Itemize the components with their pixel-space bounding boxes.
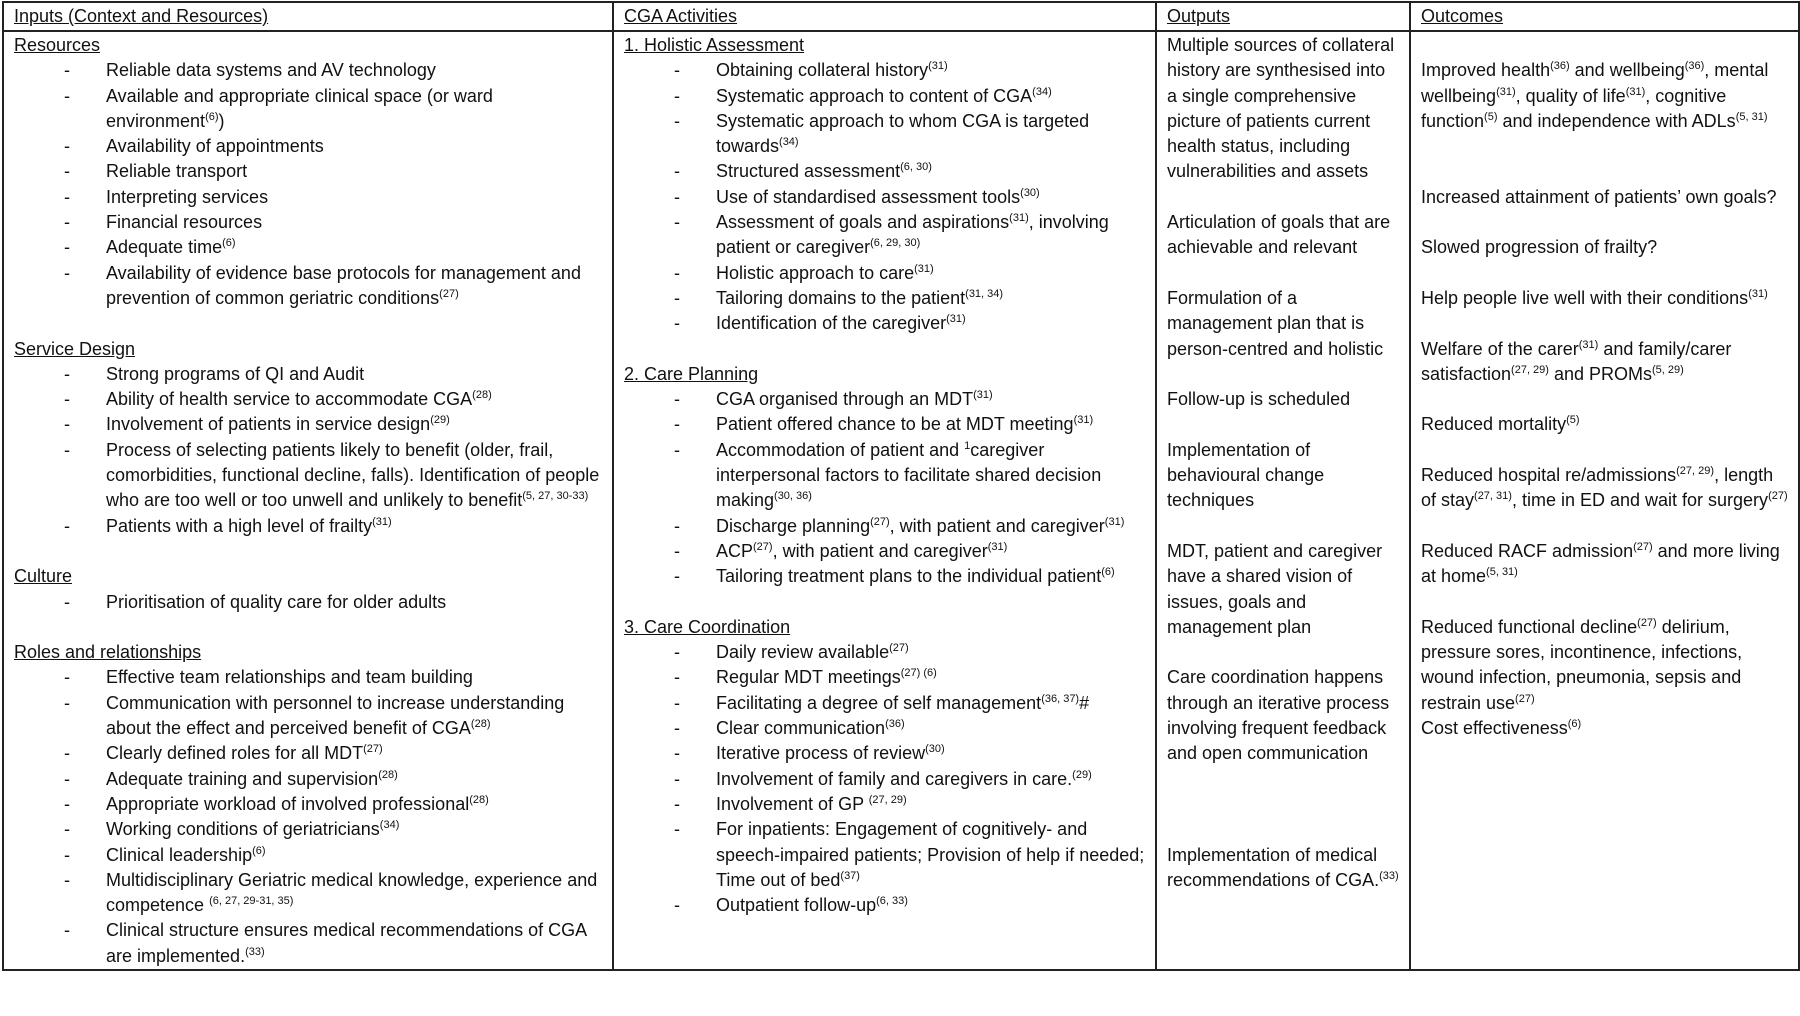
item-text: Use of standardised assessment tools	[716, 186, 1021, 207]
citation: (6)	[252, 844, 266, 857]
item-text: Daily review available	[716, 642, 890, 663]
item-text-continued: caregiver interpersonal factors to facilitate shared decision making	[716, 439, 1102, 511]
header-outputs	[1156, 2, 1410, 31]
list-item	[624, 539, 1145, 564]
activities-section-list	[624, 387, 1145, 589]
output-paragraph	[1167, 210, 1399, 261]
item-text: Involvement of patients in service design	[106, 414, 431, 435]
item-text: Discharge planning	[716, 515, 871, 536]
output-text: Implementation of behavioural change techniques	[1167, 439, 1325, 511]
list-item	[14, 792, 602, 817]
item-text: Available and appropriate clinical space (or ward environment	[106, 85, 493, 131]
item-text-continued: )	[218, 110, 225, 131]
outcome-text: , cognitive function	[1421, 85, 1727, 131]
item-text: Clinical structure ensures medical recommendations of CGA are implemented.	[106, 920, 587, 966]
inputs-section-title: Roles and relationships	[14, 642, 202, 663]
citation: (33)	[245, 945, 265, 958]
citation: (27)	[1637, 616, 1657, 629]
list-item	[14, 438, 602, 514]
item-text: Structured assessment	[716, 161, 901, 182]
activities-section-list	[624, 640, 1145, 918]
paragraph-gap	[1421, 311, 1788, 336]
citation: (31)	[372, 515, 392, 528]
content-row	[3, 31, 1799, 970]
list-item	[14, 843, 602, 868]
citation: (5)	[1484, 110, 1498, 123]
paragraph-gap	[1421, 590, 1788, 615]
citation: (37)	[840, 869, 860, 882]
list-item	[624, 564, 1145, 589]
citation: (27)	[753, 540, 773, 553]
output-paragraph	[1167, 33, 1399, 185]
list-item	[14, 514, 602, 539]
output-paragraph	[1167, 539, 1399, 640]
item-text: Systematic approach to content of CGA	[716, 85, 1033, 106]
output-text: Care coordination happens through an iterative process involving frequent feedback and open communication	[1167, 667, 1390, 764]
citation: (31)	[1073, 414, 1094, 427]
citation: (5)	[1566, 414, 1580, 427]
citation: (5, 29)	[1652, 363, 1684, 376]
list-item	[14, 691, 602, 742]
outcome-paragraph	[1421, 716, 1788, 741]
paragraph-gap	[1167, 514, 1399, 539]
item-text-continued: , involving patient or caregiver	[716, 212, 1109, 258]
item-text: Appropriate workload of involved professional	[106, 793, 470, 814]
citation: (27, 29)	[1676, 465, 1715, 478]
outcome-text: Reduced RACF admission	[1421, 540, 1634, 561]
item-text-continued: #	[1079, 692, 1090, 713]
item-text: Accommodation of patient and	[716, 439, 965, 460]
activities-section-title: 3. Care Coordination	[624, 616, 791, 637]
item-text-continued: , with patient and caregiver	[889, 515, 1105, 536]
output-text: Implementation of medical recommendations of CGA.	[1167, 844, 1380, 890]
item-text: Communication with personnel to increase understanding about the effect and perceived benefit of CGA	[106, 692, 565, 739]
citation: (34)	[379, 819, 400, 832]
outcome-text: and family/carer satisfaction	[1421, 338, 1732, 384]
inputs-section-title: Resources	[14, 35, 101, 55]
citation: (29)	[430, 414, 450, 427]
citation: 1	[964, 439, 971, 452]
outcome-paragraph	[1421, 235, 1788, 260]
item-text: Effective team relationships and team building	[106, 667, 473, 688]
list-item	[624, 665, 1145, 690]
citation: (30)	[925, 743, 945, 756]
item-text: Patients with a high level of frailty	[106, 515, 373, 536]
item-text: Multidisciplinary Geriatric medical knowledge, experience and competence	[106, 869, 598, 916]
outcome-text: , mental wellbeing	[1421, 60, 1769, 106]
item-text: Availability of evidence base protocols for management and prevention of common geriatric conditions	[106, 262, 581, 308]
section-gap	[624, 590, 1145, 615]
output-paragraph	[1167, 286, 1399, 362]
citation: (27)	[1633, 540, 1653, 553]
header-outcomes-label: Outcomes	[1421, 6, 1504, 26]
item-text: For inpatients: Engagement of cognitively- and speech-impaired patients; Provision of help if needed; Time out of bed	[716, 819, 1145, 890]
citation: (34)	[1032, 85, 1052, 98]
item-text: Patient offered chance to be at MDT meeting	[716, 414, 1074, 435]
citation: (31)	[946, 313, 966, 326]
list-item	[14, 741, 602, 766]
paragraph-gap	[1421, 261, 1788, 286]
list-item	[14, 134, 602, 159]
citation: (6)	[1101, 566, 1115, 579]
item-text: Working conditions of geriatricians	[106, 819, 380, 840]
list-item	[624, 185, 1145, 210]
header-activities	[613, 2, 1156, 31]
list-item	[624, 640, 1145, 665]
outcome-paragraph	[1421, 412, 1788, 437]
item-text: Adequate training and supervision	[106, 768, 379, 789]
outcome-text: delirium, pressure sores, incontinence, infections, wound infection, pneumonia, sepsis and restrain use	[1421, 616, 1743, 713]
citation: (36)	[1550, 60, 1570, 73]
list-item	[624, 412, 1145, 437]
outcome-paragraph	[1421, 539, 1788, 590]
list-item	[14, 868, 602, 919]
citation: (31, 34)	[965, 287, 1004, 300]
citation: (27)	[870, 515, 890, 528]
header-outputs-label: Outputs	[1167, 6, 1231, 26]
inputs-section-title: Service Design	[14, 338, 136, 359]
citation: (30)	[1020, 186, 1040, 199]
list-item	[624, 286, 1145, 311]
paragraph-gap	[1421, 134, 1788, 185]
header-row	[3, 2, 1799, 31]
paragraph-gap	[1167, 362, 1399, 387]
list-item	[624, 767, 1145, 792]
item-text: Adequate time	[106, 237, 223, 258]
output-text: MDT, patient and caregiver have a shared vision of issues, goals and management plan	[1167, 540, 1383, 637]
citation: (31)	[914, 262, 934, 275]
citation: (31)	[1578, 338, 1599, 351]
item-text: ACP	[716, 540, 754, 561]
item-text: Clear communication	[716, 718, 886, 739]
item-text: Involvement of GP	[716, 793, 869, 814]
citation: (28)	[378, 768, 398, 781]
citation: (31)	[1496, 85, 1516, 98]
item-text-continued: , with patient and caregiver	[772, 540, 988, 561]
citation: (27, 31)	[1474, 490, 1512, 503]
outcome-paragraph	[1421, 337, 1788, 388]
list-item	[624, 84, 1145, 109]
citation: (6)	[222, 237, 236, 250]
list-item	[624, 261, 1145, 286]
item-text: Strong programs of QI and Audit	[106, 363, 365, 384]
outcome-text: Improved health	[1421, 60, 1551, 81]
list-item	[624, 817, 1145, 893]
activities-section-list	[624, 58, 1145, 336]
item-text: Clinical leadership	[106, 844, 253, 865]
item-text: Process of selecting patients likely to benefit (older, frail, comorbidities, functional decline, falls). Identification of people who are too well or too unwell and unlikely to benefit	[106, 439, 600, 511]
citation: (6, 33)	[876, 895, 908, 908]
citation: (31)	[973, 389, 993, 402]
outcome-text: and wellbeing	[1569, 60, 1685, 81]
list-item	[14, 235, 602, 260]
outcome-text: , quality of life	[1515, 85, 1626, 106]
paragraph-gap	[1421, 514, 1788, 539]
item-text: Iterative process of review	[716, 743, 926, 764]
outputs-cell	[1156, 31, 1410, 970]
citation: (27, 29)	[1511, 363, 1549, 376]
citation: (31)	[1104, 515, 1125, 528]
item-text: Financial resources	[106, 212, 263, 233]
outcome-paragraph	[1421, 286, 1788, 311]
list-item	[14, 261, 602, 312]
outcome-text: Reduced functional decline	[1421, 616, 1638, 637]
citation: (31)	[1009, 212, 1029, 225]
item-text: Prioritisation of quality care for older adults	[106, 591, 447, 612]
list-item	[14, 412, 602, 437]
activities-section-title: 1. Holistic Assessment	[624, 35, 805, 55]
list-item	[624, 691, 1145, 716]
output-paragraph	[1167, 438, 1399, 514]
section-gap	[624, 337, 1145, 362]
list-item	[14, 210, 602, 235]
list-item	[14, 185, 602, 210]
citation: (5, 31)	[1486, 566, 1518, 579]
outcome-text: Reduced mortality	[1421, 414, 1567, 435]
citation: (36, 37)	[1041, 692, 1080, 705]
list-item	[624, 438, 1145, 514]
citation: (28)	[469, 793, 489, 806]
citation: (31)	[987, 540, 1008, 553]
section-gap	[14, 539, 602, 564]
outcome-text: and independence with ADLs	[1497, 110, 1736, 131]
list-item	[624, 58, 1145, 83]
citation: (27, 29)	[868, 793, 907, 806]
item-text: Facilitating a degree of self management	[716, 692, 1042, 713]
list-item	[624, 741, 1145, 766]
section-gap	[14, 615, 602, 640]
list-item	[624, 159, 1145, 184]
citation: (5, 31)	[1735, 110, 1768, 123]
citation: (6, 29, 30)	[870, 237, 921, 250]
paragraph-gap	[1421, 210, 1788, 235]
output-paragraph	[1167, 843, 1399, 894]
output-paragraph	[1167, 387, 1399, 412]
outcome-paragraph	[1421, 615, 1788, 716]
item-text: Tailoring domains to the patient	[716, 287, 966, 308]
citation: (6, 27, 29-31, 35)	[209, 895, 294, 908]
inputs-section-list	[14, 362, 602, 539]
item-text: Outpatient follow-up	[716, 895, 877, 916]
list-item	[14, 590, 602, 615]
outcome-text: Slowed progression of frailty?	[1421, 237, 1658, 258]
outcome-text: and more living at home	[1421, 540, 1780, 587]
inputs-section-list	[14, 58, 602, 311]
item-text: Availability of appointments	[106, 136, 324, 157]
list-item	[14, 84, 602, 135]
citation: (6, 30)	[900, 161, 932, 174]
output-text: Formulation of a management plan that is person-centred and holistic	[1167, 287, 1384, 359]
citation: (30, 36)	[774, 490, 812, 503]
outcomes-cell	[1410, 31, 1799, 970]
activities-section-title: 2. Care Planning	[624, 363, 759, 384]
citation: (28)	[472, 389, 492, 402]
inputs-cell	[3, 31, 613, 970]
outcome-paragraph	[1421, 185, 1788, 210]
list-item	[14, 767, 602, 792]
item-text: Assessment of goals and aspirations	[716, 212, 1010, 233]
citation: (6)	[1567, 718, 1582, 731]
output-text: Articulation of goals that are achievable and relevant	[1167, 212, 1391, 258]
list-item	[14, 817, 602, 842]
outcome-text: and PROMs	[1548, 363, 1653, 384]
item-text: Reliable data systems and AV technology	[106, 60, 436, 81]
paragraph-gap	[1167, 640, 1399, 665]
list-item	[14, 159, 602, 184]
output-text: Multiple sources of collateral history are synthesised into a single comprehensive picture of patients current health status, including vulnerabilities and assets	[1167, 35, 1395, 182]
list-item	[624, 311, 1145, 336]
list-item	[624, 109, 1145, 160]
paragraph-gap	[1167, 261, 1399, 286]
citation: (36)	[885, 718, 905, 731]
inputs-section-title: Culture	[14, 566, 73, 587]
outcome-text: Reduced hospital re/admissions	[1421, 465, 1677, 486]
output-paragraph	[1167, 665, 1399, 766]
citation: (27)	[363, 743, 383, 756]
citation: (31)	[1748, 287, 1768, 300]
inputs-section-list	[14, 590, 602, 615]
citation: (34)	[779, 136, 799, 149]
header-activities-label: CGA Activities	[624, 6, 738, 26]
item-text: Systematic approach to whom CGA is targeted towards	[716, 110, 1090, 157]
citation: (31)	[1625, 85, 1646, 98]
citation: (29)	[1072, 768, 1092, 781]
citation: (28)	[470, 718, 491, 731]
paragraph-gap	[1421, 438, 1788, 463]
inputs-section-list	[14, 665, 602, 969]
list-item	[624, 893, 1145, 918]
citation: (31)	[928, 60, 948, 73]
paragraph-gap	[1421, 33, 1788, 58]
citation: (6)	[205, 110, 219, 123]
header-outcomes	[1410, 2, 1799, 31]
item-text: Interpreting services	[106, 186, 269, 207]
citation: (27)	[439, 287, 459, 300]
item-text: Identification of the caregiver	[716, 313, 947, 334]
paragraph-gap	[1167, 412, 1399, 437]
item-text: Obtaining collateral history	[716, 60, 929, 81]
list-item	[14, 918, 602, 969]
list-item	[624, 387, 1145, 412]
outcome-text: Help people live well with their conditions	[1421, 287, 1749, 308]
header-inputs-label: Inputs (Context and Resources)	[14, 6, 269, 26]
citation: (27)	[1768, 490, 1788, 503]
item-text: Regular MDT meetings	[716, 667, 901, 688]
citation: (27) (6)	[900, 667, 937, 680]
list-item	[624, 716, 1145, 741]
item-text: Holistic approach to care	[716, 262, 915, 283]
list-item	[14, 665, 602, 690]
item-text: Clearly defined roles for all MDT	[106, 743, 364, 764]
list-item	[14, 387, 602, 412]
logic-model-table	[2, 1, 1800, 971]
outcome-text: , time in ED and wait for surgery	[1511, 490, 1769, 511]
paragraph-gap	[1421, 387, 1788, 412]
paragraph-gap	[1167, 185, 1399, 210]
list-item	[624, 210, 1145, 261]
list-item	[14, 362, 602, 387]
citation: (36)	[1684, 60, 1705, 73]
citation: (5, 27, 30-33)	[522, 490, 589, 503]
list-item	[624, 792, 1145, 817]
item-text: CGA organised through an MDT	[716, 389, 974, 410]
outcome-paragraph	[1421, 463, 1788, 514]
header-inputs	[3, 2, 613, 31]
citation: (27)	[889, 642, 909, 655]
item-text: Tailoring treatment plans to the individual patient	[716, 566, 1102, 587]
activities-cell	[613, 31, 1156, 970]
item-text: Reliable transport	[106, 161, 248, 182]
outcome-paragraph	[1421, 58, 1788, 134]
list-item	[14, 58, 602, 83]
outcome-text: Cost effectiveness	[1421, 718, 1568, 739]
list-item	[624, 514, 1145, 539]
logic-model-table-container	[2, 1, 1798, 1014]
output-text: Follow-up is scheduled	[1167, 389, 1351, 410]
section-gap	[14, 311, 602, 336]
outcome-text: Increased attainment of patients’ own goals?	[1421, 186, 1777, 207]
citation: (27)	[1515, 692, 1535, 705]
outcome-text: , length of stay	[1421, 465, 1774, 511]
item-text: Ability of health service to accommodate CGA	[106, 389, 473, 410]
item-text: Involvement of family and caregivers in care.	[716, 768, 1073, 789]
paragraph-gap	[1167, 767, 1399, 843]
outcome-text: Welfare of the carer	[1421, 338, 1579, 359]
citation: (33)	[1379, 869, 1399, 882]
